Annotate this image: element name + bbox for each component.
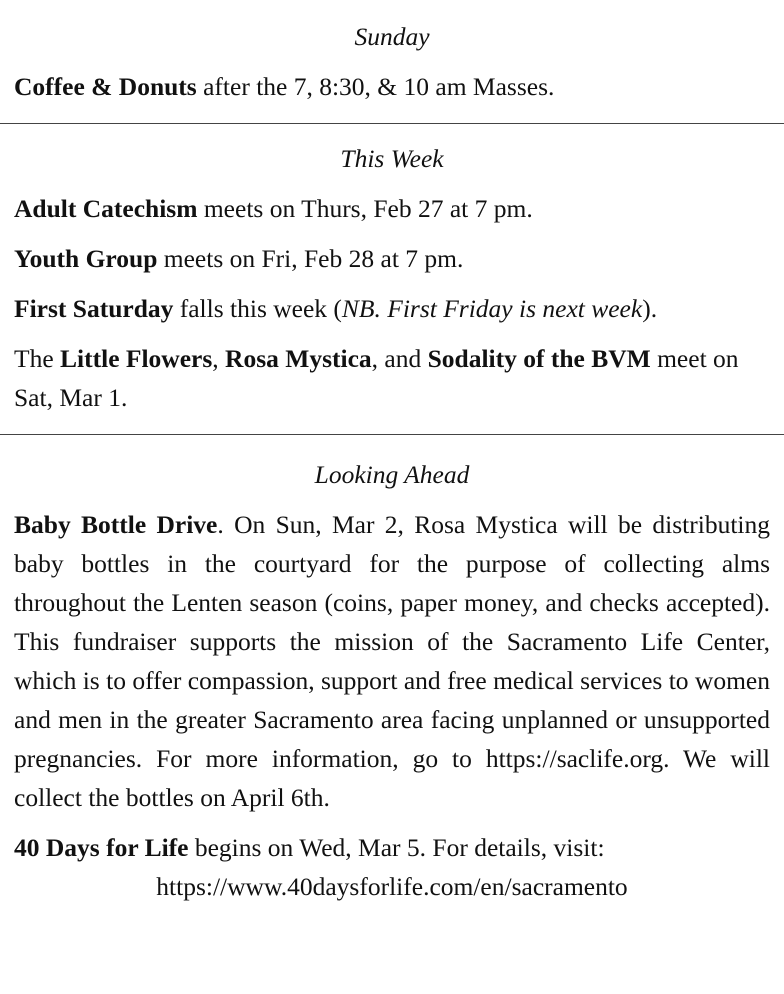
- youth-group-title: Youth Group: [14, 244, 158, 273]
- coffee-donuts-text: after the 7, 8:30, & 10 am Masses.: [196, 72, 555, 101]
- sodality-title: Sodality of the BVM: [427, 344, 651, 373]
- little-flowers-title: Little Flowers: [60, 344, 213, 373]
- forty-days-title: 40 Days for Life: [14, 833, 189, 862]
- groups-meeting-text: meet on Sat, Mar 1.: [14, 344, 739, 412]
- this-week-heading: This Week: [340, 144, 444, 173]
- first-saturday-text: falls this week (: [173, 294, 342, 323]
- forty-days-url[interactable]: https://www.40daysforlife.com/en/sacramento: [156, 872, 628, 901]
- baby-bottle-drive-title: Baby Bottle Drive: [14, 510, 218, 539]
- first-saturday-item: [14, 289, 770, 328]
- adult-catechism-title: Adult Catechism: [14, 194, 198, 223]
- coffee-donuts-item: [14, 67, 770, 106]
- rosa-mystica-title: Rosa Mystica: [225, 344, 372, 373]
- forty-days-item: [14, 828, 770, 867]
- first-friday-note: NB. First Friday is next week: [341, 294, 643, 323]
- groups-sep-2: , and: [371, 344, 428, 373]
- looking-ahead-heading: Looking Ahead: [314, 460, 470, 489]
- groups-prefix: The: [14, 344, 61, 373]
- adult-catechism-text: meets on Thurs, Feb 27 at 7 pm.: [197, 194, 533, 223]
- first-saturday-end: ).: [642, 294, 658, 323]
- sunday-section: [0, 0, 784, 106]
- youth-group-text: meets on Fri, Feb 28 at 7 pm.: [157, 244, 464, 273]
- baby-bottle-drive-text: . On Sun, Mar 2, Rosa Mystica will be distributing baby bottles in the courtyard for the purpose of collecting alms throughout the Lenten season (coins, paper money, and checks accepted). This fundraiser supports the mission of the Sacramento Life Center, which is to offer compassion, support and free medical services to women and men in the greater Sacramento area facing unplanned or unsupported pregnancies. For more information, go to https://saclife.org. We will collect the bottles on April 6th.: [14, 510, 770, 812]
- forty-days-text: begins on Wed, Mar 5. For details, visit:: [188, 833, 605, 862]
- this-week-section: [0, 124, 784, 417]
- looking-ahead-section: [0, 435, 784, 906]
- sunday-heading: Sunday: [354, 22, 430, 51]
- groups-meeting-item: [14, 339, 770, 417]
- adult-catechism-item: [14, 189, 770, 228]
- baby-bottle-drive-item: [14, 505, 770, 817]
- groups-sep-1: ,: [212, 344, 226, 373]
- youth-group-item: [14, 239, 770, 278]
- coffee-donuts-title: Coffee & Donuts: [14, 72, 197, 101]
- first-saturday-title: First Saturday: [14, 294, 174, 323]
